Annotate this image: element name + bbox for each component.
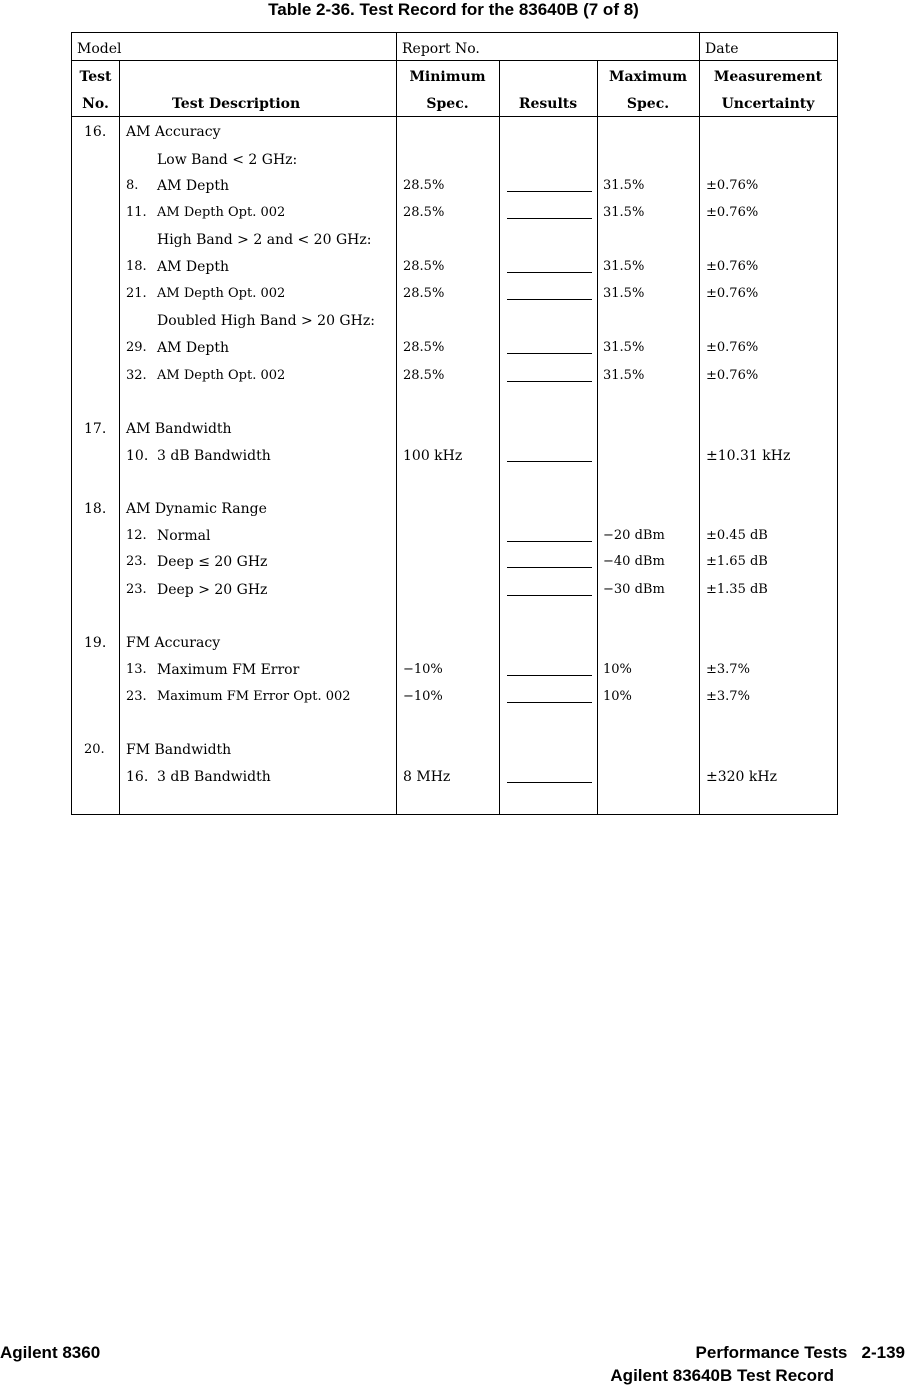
sub-number: 23.: [126, 689, 147, 704]
sub-description: Deep ≤ 20 GHz: [157, 554, 268, 570]
test-title: AM Bandwidth: [126, 421, 232, 437]
test-number: 17.: [84, 421, 107, 437]
uncertainty: ±0.76%: [706, 259, 759, 274]
date-label: Date: [705, 41, 739, 57]
sub-description: AM Depth: [157, 178, 230, 194]
max-spec: 31.5%: [603, 178, 645, 193]
min-spec: 100 kHz: [403, 448, 463, 464]
min-spec: 28.5%: [403, 259, 445, 274]
max-spec: 31.5%: [603, 205, 645, 220]
col-min-header-2: Spec.: [426, 96, 469, 112]
col-test-header: Test: [79, 69, 112, 85]
sub-description: Maximum FM Error: [157, 662, 300, 678]
uncertainty: ±1.65 dB: [706, 554, 768, 569]
sub-description: 3 dB Bandwidth: [157, 769, 271, 785]
test-title: AM Accuracy: [126, 124, 221, 140]
col-rule-min: [396, 61, 397, 814]
sub-number: 16.: [126, 769, 149, 785]
sub-number: 21.: [126, 286, 147, 301]
test-number: 20.: [84, 742, 105, 757]
result-blank[interactable]: [507, 272, 592, 273]
uncertainty: ±0.76%: [706, 205, 759, 220]
test-number: 18.: [84, 501, 107, 517]
min-spec: 28.5%: [403, 340, 445, 355]
max-spec: 31.5%: [603, 340, 645, 355]
result-blank[interactable]: [507, 353, 592, 354]
min-spec: 8 MHz: [403, 769, 451, 785]
col-unc-header-2: Uncertainty: [721, 96, 815, 112]
sub-number: 11.: [126, 205, 147, 220]
sub-number: 18.: [126, 259, 147, 274]
result-blank[interactable]: [507, 461, 592, 462]
sub-number: 12.: [126, 528, 147, 543]
result-blank[interactable]: [507, 595, 592, 596]
col-rule-desc: [119, 61, 120, 814]
col-unc-header-1: Measurement: [713, 69, 823, 85]
max-spec: 31.5%: [603, 286, 645, 301]
min-spec: 28.5%: [403, 205, 445, 220]
max-spec: 31.5%: [603, 259, 645, 274]
col-results-header: Results: [518, 96, 578, 112]
result-blank[interactable]: [507, 675, 592, 676]
result-blank[interactable]: [507, 702, 592, 703]
min-spec: −10%: [403, 689, 443, 704]
uncertainty: ±0.76%: [706, 178, 759, 193]
max-spec: −40 dBm: [603, 554, 665, 569]
band-heading: Doubled High Band > 20 GHz:: [157, 313, 375, 329]
test-title: FM Bandwidth: [126, 742, 232, 758]
sub-number: 23.: [126, 582, 147, 597]
test-title: FM Accuracy: [126, 635, 221, 651]
col-min-header-1: Minimum: [409, 69, 486, 85]
sub-number: 10.: [126, 448, 149, 464]
sub-number: 29.: [126, 340, 147, 355]
max-spec: 10%: [603, 662, 632, 677]
uncertainty: ±0.45 dB: [706, 528, 768, 543]
table-title: Table 2-36. Test Record for the 83640B (7 of 8): [268, 0, 639, 19]
header-rule-2: [72, 116, 837, 117]
sub-description: Normal: [157, 528, 211, 544]
test-number: 16.: [84, 124, 107, 140]
min-spec: 28.5%: [403, 286, 445, 301]
uncertainty: ±0.76%: [706, 368, 759, 383]
sub-description: AM Depth: [157, 259, 230, 275]
col-rule-results: [499, 61, 500, 814]
uncertainty: ±320 kHz: [706, 769, 777, 785]
test-number: 19.: [84, 635, 107, 651]
result-blank[interactable]: [507, 567, 592, 568]
min-spec: −10%: [403, 662, 443, 677]
sub-description: AM Depth Opt. 002: [157, 368, 286, 383]
sub-number: 13.: [126, 662, 147, 677]
test-title: AM Dynamic Range: [126, 501, 267, 517]
max-spec: −20 dBm: [603, 528, 665, 543]
min-spec: 28.5%: [403, 178, 445, 193]
footer-left: Agilent 8360: [0, 1343, 101, 1362]
band-heading: High Band > 2 and < 20 GHz:: [157, 232, 372, 248]
uncertainty: ±3.7%: [706, 689, 750, 704]
col-rule-unc: [699, 61, 700, 814]
footer-subsection: Agilent 83640B Test Record: [610, 1366, 834, 1385]
uncertainty: ±3.7%: [706, 662, 750, 677]
uncertainty: ±0.76%: [706, 340, 759, 355]
band-heading: Low Band < 2 GHz:: [157, 152, 298, 168]
model-label: Model: [77, 41, 122, 57]
col-desc-header: Test Description: [172, 96, 301, 112]
test-record-table: [71, 32, 838, 815]
result-blank[interactable]: [507, 782, 592, 783]
sub-description: Deep > 20 GHz: [157, 582, 268, 598]
sub-description: Maximum FM Error Opt. 002: [157, 689, 351, 704]
sub-description: AM Depth Opt. 002: [157, 205, 286, 220]
sub-number: 32.: [126, 368, 147, 383]
sub-number: 23.: [126, 554, 147, 569]
header-rule-1: [72, 60, 837, 61]
footer-section: Performance Tests 2-139: [695, 1343, 905, 1362]
uncertainty: ±1.35 dB: [706, 582, 768, 597]
col-max-header-2: Spec.: [626, 96, 670, 112]
result-blank[interactable]: [507, 541, 592, 542]
max-spec: 10%: [603, 689, 632, 704]
sub-description: AM Depth: [157, 340, 230, 356]
col-max-header-1: Maximum: [608, 69, 688, 85]
col-rule-report: [396, 33, 397, 61]
col-rule-date: [699, 33, 700, 61]
sub-description: AM Depth Opt. 002: [157, 286, 286, 301]
result-blank[interactable]: [507, 381, 592, 382]
max-spec: 31.5%: [603, 368, 645, 383]
result-blank[interactable]: [507, 191, 592, 192]
sub-number: 8.: [126, 178, 139, 193]
report-no-label: Report No.: [402, 41, 480, 57]
uncertainty: ±10.31 kHz: [706, 448, 791, 464]
uncertainty: ±0.76%: [706, 286, 759, 301]
max-spec: −30 dBm: [603, 582, 665, 597]
col-no-header: No.: [82, 96, 109, 112]
result-blank[interactable]: [507, 218, 592, 219]
sub-description: 3 dB Bandwidth: [157, 448, 271, 464]
min-spec: 28.5%: [403, 368, 445, 383]
col-rule-max: [597, 61, 598, 814]
result-blank[interactable]: [507, 299, 592, 300]
